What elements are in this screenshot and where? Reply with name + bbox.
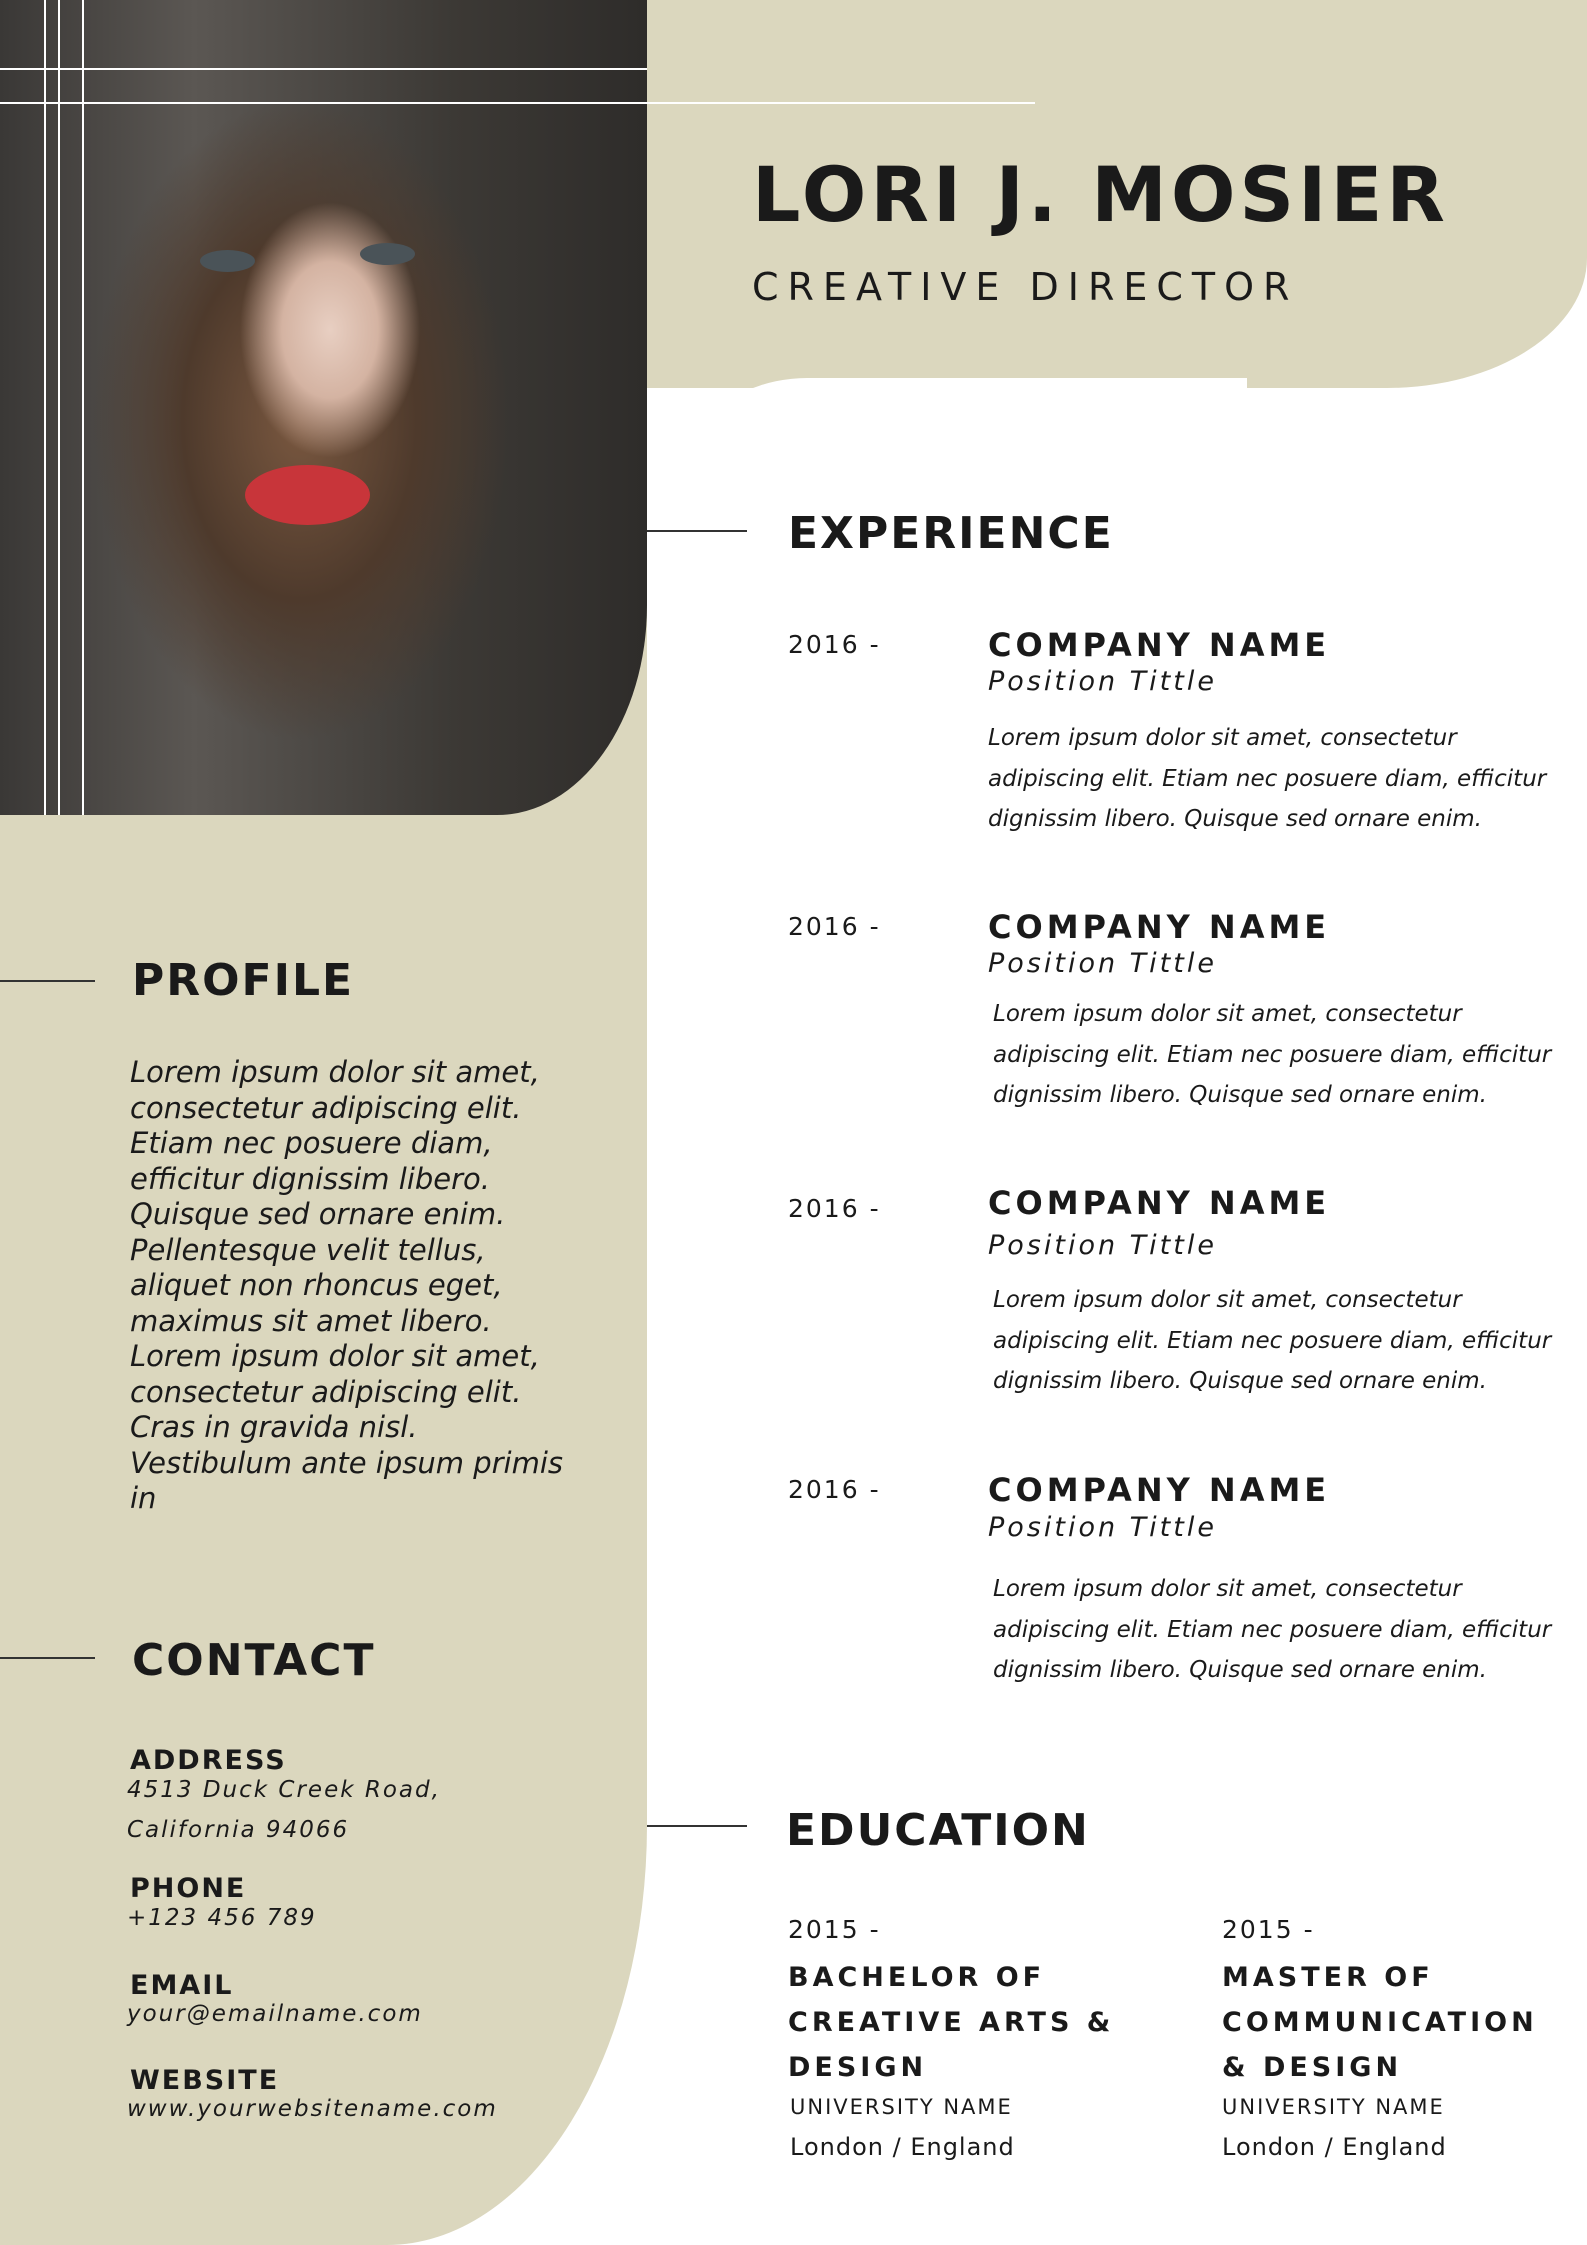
position-title: Position Tittle [988, 1230, 1217, 1261]
company-name: COMPANY NAME [988, 908, 1331, 946]
address-line-2: California 94066 [127, 1817, 350, 1843]
position-title: Position Tittle [988, 1512, 1217, 1543]
experience-year: 2016 - [788, 1194, 881, 1223]
address-label: ADDRESS [130, 1745, 287, 1776]
decor-vline-3 [82, 0, 84, 815]
photo-lips [245, 465, 370, 525]
experience-year: 2016 - [788, 630, 881, 659]
profile-heading: PROFILE [132, 955, 355, 1006]
email-value: your@emailname.com [127, 2001, 423, 2027]
phone-label: PHONE [130, 1873, 247, 1904]
website-value: www.yourwebsitename.com [127, 2096, 498, 2122]
address-line-1: 4513 Duck Creek Road, [127, 1777, 441, 1803]
job-title: CREATIVE DIRECTOR [752, 265, 1299, 309]
company-name: COMPANY NAME [988, 626, 1331, 664]
experience-description: Lorem ipsum dolor sit amet, consectetur adipiscing elit. Etiam nec posuere diam, efficitur dignissim libero. Quisque sed ornare enim. [988, 725, 1547, 832]
experience-description: Lorem ipsum dolor sit amet, consectetur adipiscing elit. Etiam nec posuere diam, efficitur dignissim libero. Quisque sed ornare enim. [993, 1287, 1552, 1394]
education-heading: EDUCATION [786, 1805, 1090, 1856]
experience-divider [647, 530, 747, 532]
education-year: 2015 - [1222, 1915, 1315, 1944]
education-divider [647, 1825, 747, 1827]
experience-description: Lorem ipsum dolor sit amet, consectetur adipiscing elit. Etiam nec posuere diam, efficitur dignissim libero. Quisque sed ornare enim. [993, 1576, 1552, 1683]
university-name: UNIVERSITY NAME [790, 2095, 1013, 2119]
experience-year: 2016 - [788, 1475, 881, 1504]
position-title: Position Tittle [988, 666, 1217, 697]
photo-eye-right [360, 243, 415, 265]
decor-hline-1 [0, 68, 647, 70]
education-year: 2015 - [788, 1915, 881, 1944]
website-label: WEBSITE [130, 2065, 280, 2096]
photo-eye-left [200, 250, 255, 272]
degree-title: BACHELOR OF CREATIVE ARTS & DESIGN [788, 1962, 1115, 2083]
profile-divider [0, 980, 95, 982]
person-name: LORI J. MOSIER [752, 150, 1449, 239]
contact-heading: CONTACT [132, 1635, 376, 1686]
university-name: UNIVERSITY NAME [1222, 2095, 1445, 2119]
university-location: London / England [1222, 2133, 1447, 2161]
profile-photo [0, 0, 647, 815]
experience-description: Lorem ipsum dolor sit amet, consectetur adipiscing elit. Etiam nec posuere diam, efficitur dignissim libero. Quisque sed ornare enim. [993, 1001, 1552, 1108]
experience-heading: EXPERIENCE [788, 508, 1114, 559]
university-location: London / England [790, 2133, 1015, 2161]
company-name: COMPANY NAME [988, 1471, 1331, 1509]
position-title: Position Tittle [988, 948, 1217, 979]
phone-value: +123 456 789 [127, 1905, 317, 1931]
email-label: EMAIL [130, 1970, 234, 2001]
decor-vline-1 [44, 0, 46, 815]
contact-divider [0, 1657, 95, 1659]
company-name: COMPANY NAME [988, 1184, 1331, 1222]
degree-title: MASTER OF COMMUNICATION & DESIGN [1222, 1962, 1538, 2083]
decor-vline-2 [58, 0, 60, 815]
decor-hline-2 [0, 102, 647, 104]
experience-year: 2016 - [788, 912, 881, 941]
decor-hline-3 [647, 102, 1035, 104]
profile-text: Lorem ipsum dolor sit amet, consectetur adipiscing elit. Etiam nec posuere diam, efficitur dignissim libero. Quisque sed ornare enim. Pellentesque velit tellus, aliquet non rhoncus eget, maximus sit amet libero. Lorem ipsum dolor sit amet, consectetur adipiscing elit. Cras in gravida nisl. Vestibulum ante ipsum primis in [130, 1055, 564, 1515]
